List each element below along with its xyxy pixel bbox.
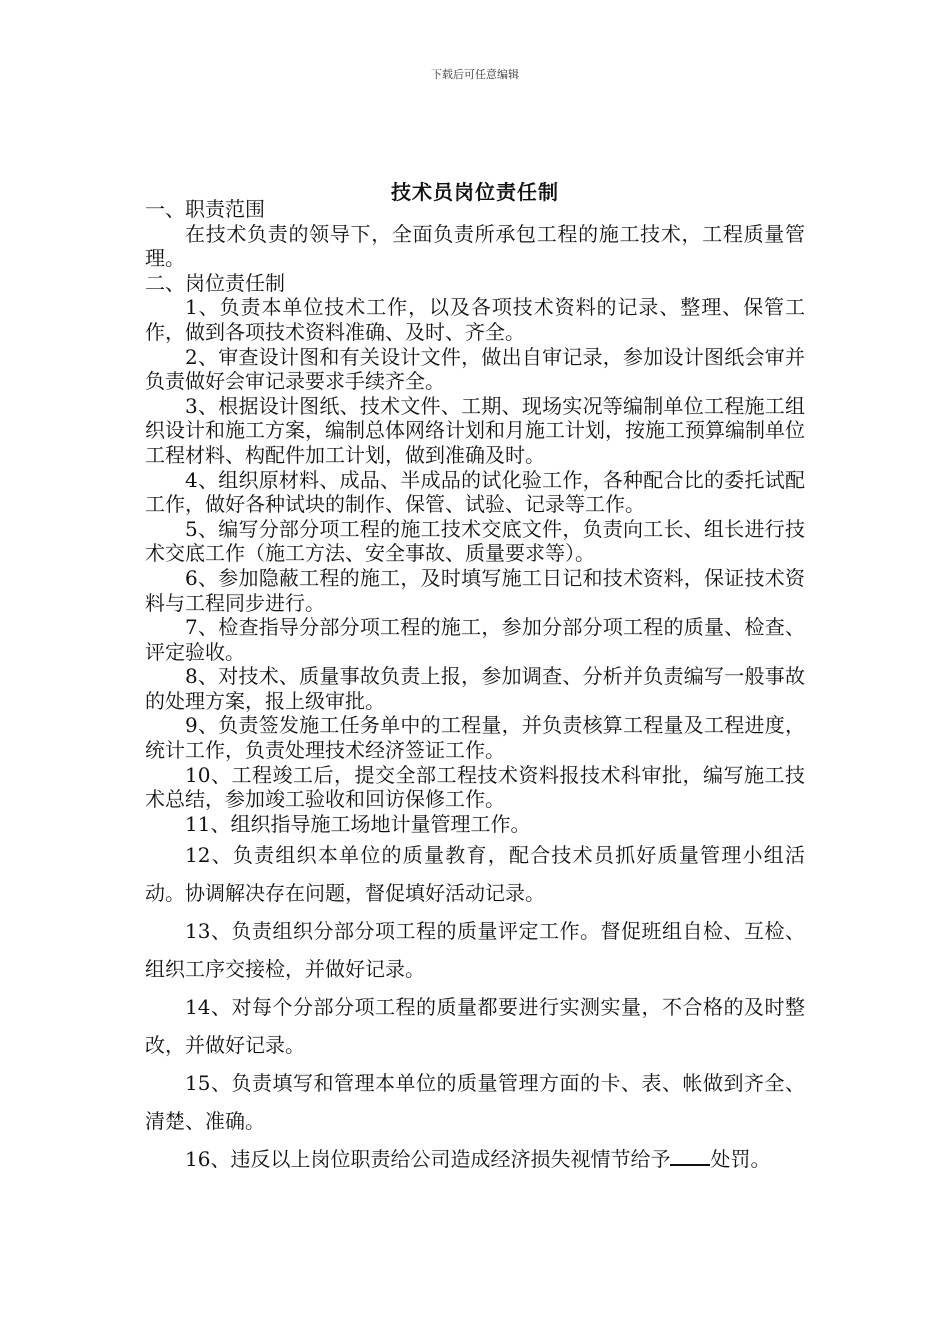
section-text-scope: 在技术负责的领导下，全面负责所承包工程的施工技术，工程质量管理。 bbox=[145, 221, 805, 271]
responsibility-item-11: 11、组织指导施工场地计量管理工作。 bbox=[185, 811, 531, 836]
item-16-text-after: 处罚。 bbox=[710, 1147, 771, 1172]
section-heading-responsibilities: 二、岗位责任制 bbox=[145, 270, 285, 295]
section-heading-scope: 一、职责范围 bbox=[145, 197, 265, 221]
document-title: 技术员岗位责任制 bbox=[391, 180, 559, 204]
responsibility-item-7: 7、检查指导分部分项工程的施工，参加分部分项工程的质量、检查、评定验收。 bbox=[145, 615, 805, 664]
responsibility-item-6: 6、参加隐蔽工程的施工，及时填写施工日记和技术资料，保证技术资料与工程同步进行。 bbox=[145, 565, 805, 615]
responsibility-item-1: 1、负责本单位技术工作，以及各项技术资料的记录、整理、保管工作，做到各项技术资料准确、及时、齐全。 bbox=[145, 295, 805, 344]
responsibility-item-5: 5、编写分部分项工程的施工技术交底文件，负责向工长、组长进行技术交底工作（施工方法、安全事故、质量要求等）。 bbox=[145, 516, 805, 566]
responsibility-item-4: 4、组织原材料、成品、半成品的试化验工作，各种配合比的委托试配工作，做好各种试块的制作、保管、试验、记录等工作。 bbox=[145, 467, 805, 517]
responsibility-item-14: 14、对每个分部分项工程的质量都要进行实测实量，不合格的及时整改，并做好记录。 bbox=[145, 995, 805, 1058]
responsibility-item-12: 12、负责组织本单位的质量教育，配合技术员抓好质量管理小组活动。协调解决存在问题，督促填好活动记录。 bbox=[145, 843, 805, 906]
penalty-blank-underline bbox=[670, 1146, 710, 1166]
responsibility-item-10: 10、工程竣工后，提交全部工程技术资料报技术科审批，编写施工技术总结，参加竣工验收和回访保修工作。 bbox=[145, 762, 805, 812]
item-16-text-before: 16、违反以上岗位职责给公司造成经济损失视情节给予 bbox=[185, 1147, 671, 1172]
document-body bbox=[145, 197, 805, 1178]
page-header-note: 下载后可任意编辑 bbox=[431, 68, 519, 81]
responsibility-item-8: 8、对技术、质量事故负责上报，参加调查、分析并负责编写一般事故的处理方案，报上级审批。 bbox=[145, 664, 805, 713]
responsibility-item-13: 13、负责组织分部分项工程的质量评定工作。督促班组自检、互检、组织工序交接检，并做好记录。 bbox=[145, 919, 805, 982]
responsibility-item-9: 9、负责签发施工任务单中的工程量，并负责核算工程量及工程进度，统计工作，负责处理技术经济签证工作。 bbox=[145, 713, 805, 763]
responsibility-item-15: 15、负责填写和管理本单位的质量管理方面的卡、表、帐做到齐全、清楚、准确。 bbox=[145, 1071, 805, 1134]
responsibility-item-3: 3、根据设计图纸、技术文件、工期、现场实况等编制单位工程施工组织设计和施工方案，编制总体网络计划和月施工计划，按施工预算编制单位工程材料、构配件加工计划，做到准确及时。 bbox=[145, 393, 805, 467]
responsibility-item-2: 2、审查设计图和有关设计文件，做出自审记录，参加设计图纸会审并负责做好会审记录要求手续齐全。 bbox=[145, 344, 805, 394]
responsibility-item-16 bbox=[145, 1140, 805, 1178]
